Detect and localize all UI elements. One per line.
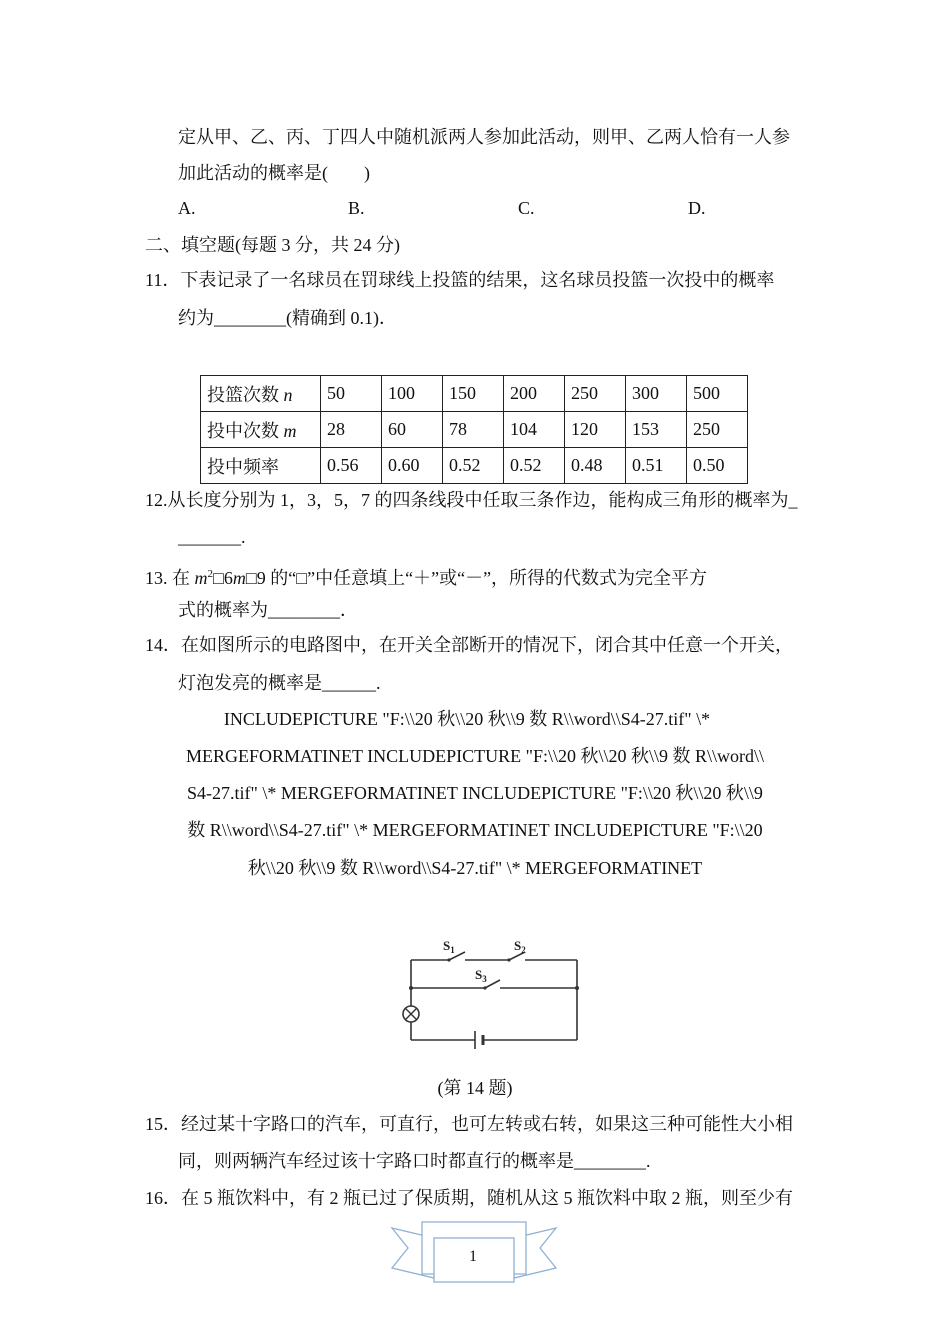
- figure-caption: (第 14 题): [437, 1078, 513, 1098]
- q12-text-line-1: 12.从长度分别为 1，3，5，7 的四条线段中任取三条作边，能构成三角形的概率为_: [145, 490, 798, 510]
- q10-text-line-2: 加此活动的概率是( ): [178, 163, 370, 183]
- switch-s1-label: $S_1$: [443, 938, 455, 955]
- table-row: [201, 376, 748, 412]
- table-row: [201, 412, 748, 448]
- q15-text-line-2: 同，则两辆汽车经过该十字路口时都直行的概率是________.: [178, 1151, 651, 1171]
- q10-option-a: A.: [178, 198, 196, 218]
- field-code-line-4: 数 R\\word\\S4-27.tif" \* MERGEFORMATINET INCLUDEPICTURE "F:\\20: [187, 820, 763, 840]
- q13-text-line-1: 13. 在 $m^2□6m□9$ 的“□”中任意填上“＋”或“－”，所得的代数式为完全平方: [145, 568, 708, 588]
- table-cell: 0.51: [626, 448, 687, 484]
- switch-contact: [447, 958, 450, 961]
- q12-text-line-2: _______.: [178, 527, 246, 547]
- q16-text-line-1: 16．在 5 瓶饮料中，有 2 瓶已过了保质期，随机从这 5 瓶饮料中取 2 瓶，则至少有: [145, 1188, 793, 1208]
- table-cell: 104: [504, 412, 565, 448]
- field-code-line-5: 秋\\20 秋\\9 数 R\\word\\S4-27.tif" \* MERGEFORMATINET: [247, 858, 703, 878]
- table-row-label: 投篮次数 n: [201, 376, 321, 412]
- table-row-label: 投中次数 m: [201, 412, 321, 448]
- q14-text-line-1: 14．在如图所示的电路图中，在开关全部断开的情况下，闭合其中任意一个开关，: [145, 635, 793, 655]
- table-cell: 300: [626, 376, 687, 412]
- circuit-diagram: [395, 930, 595, 1055]
- table-cell: 150: [443, 376, 504, 412]
- shooting-stats-table: [200, 375, 748, 484]
- q10-option-b: B.: [348, 198, 365, 218]
- table-cell: 250: [565, 376, 626, 412]
- field-code-line-1: INCLUDEPICTURE "F:\\20 秋\\20 秋\\9 数 R\\word\\S4-27.tif" \*: [223, 709, 711, 729]
- section-heading: 二、填空题(每题 3 分，共 24 分): [145, 235, 400, 255]
- table-cell: 0.52: [443, 448, 504, 484]
- table-cell: 0.52: [504, 448, 565, 484]
- table-cell: 120: [565, 412, 626, 448]
- field-code-line-3: S4-27.tif" \* MERGEFORMATINET INCLUDEPICTURE "F:\\20 秋\\20 秋\\9: [187, 783, 763, 803]
- table-cell: 0.48: [565, 448, 626, 484]
- table-cell: 0.60: [382, 448, 443, 484]
- field-code-line-2: MERGEFORMATINET INCLUDEPICTURE "F:\\20 秋\\20 秋\\9 数 R\\word\\: [185, 746, 765, 766]
- q13-text-line-2: 式的概率为________．: [178, 600, 358, 620]
- junction-dot: [575, 986, 579, 990]
- table-cell: 60: [382, 412, 443, 448]
- table-cell: 50: [321, 376, 382, 412]
- q10-option-d: D.: [688, 198, 706, 218]
- q11-text-line-2: 约为________(精确到 0.1)．: [178, 308, 397, 328]
- table-cell: 500: [687, 376, 748, 412]
- table-cell: 153: [626, 412, 687, 448]
- q11-text-line-1: 11．下表记录了一名球员在罚球线上投篮的结果，这名球员投篮一次投中的概率: [145, 270, 775, 290]
- switch-s3-label: $S_3$: [475, 967, 487, 984]
- table-cell: 100: [382, 376, 443, 412]
- table-row-label: 投中频率: [201, 448, 321, 484]
- table-cell: 0.56: [321, 448, 382, 484]
- switch-s3-blade: [485, 980, 500, 988]
- switch-contact: [507, 958, 510, 961]
- q10-option-c: C.: [518, 198, 535, 218]
- table-row: [201, 448, 748, 484]
- table-cell: 78: [443, 412, 504, 448]
- switch-s2-label: $S_2$: [514, 938, 526, 955]
- table-cell: 28: [321, 412, 382, 448]
- page-number: 1: [469, 1248, 477, 1265]
- q10-text-line-1: 定从甲、乙、丙、丁四人中随机派两人参加此活动，则甲、乙两人恰有一人参: [178, 127, 790, 147]
- q14-text-line-2: 灯泡发亮的概率是______.: [178, 673, 381, 693]
- table-cell: 250: [687, 412, 748, 448]
- junction-dot: [409, 986, 413, 990]
- q15-text-line-1: 15．经过某十字路口的汽车，可直行，也可左转或右转，如果这三种可能性大小相: [145, 1114, 793, 1134]
- table-cell: 200: [504, 376, 565, 412]
- table-cell: 0.50: [687, 448, 748, 484]
- switch-contact: [483, 986, 486, 989]
